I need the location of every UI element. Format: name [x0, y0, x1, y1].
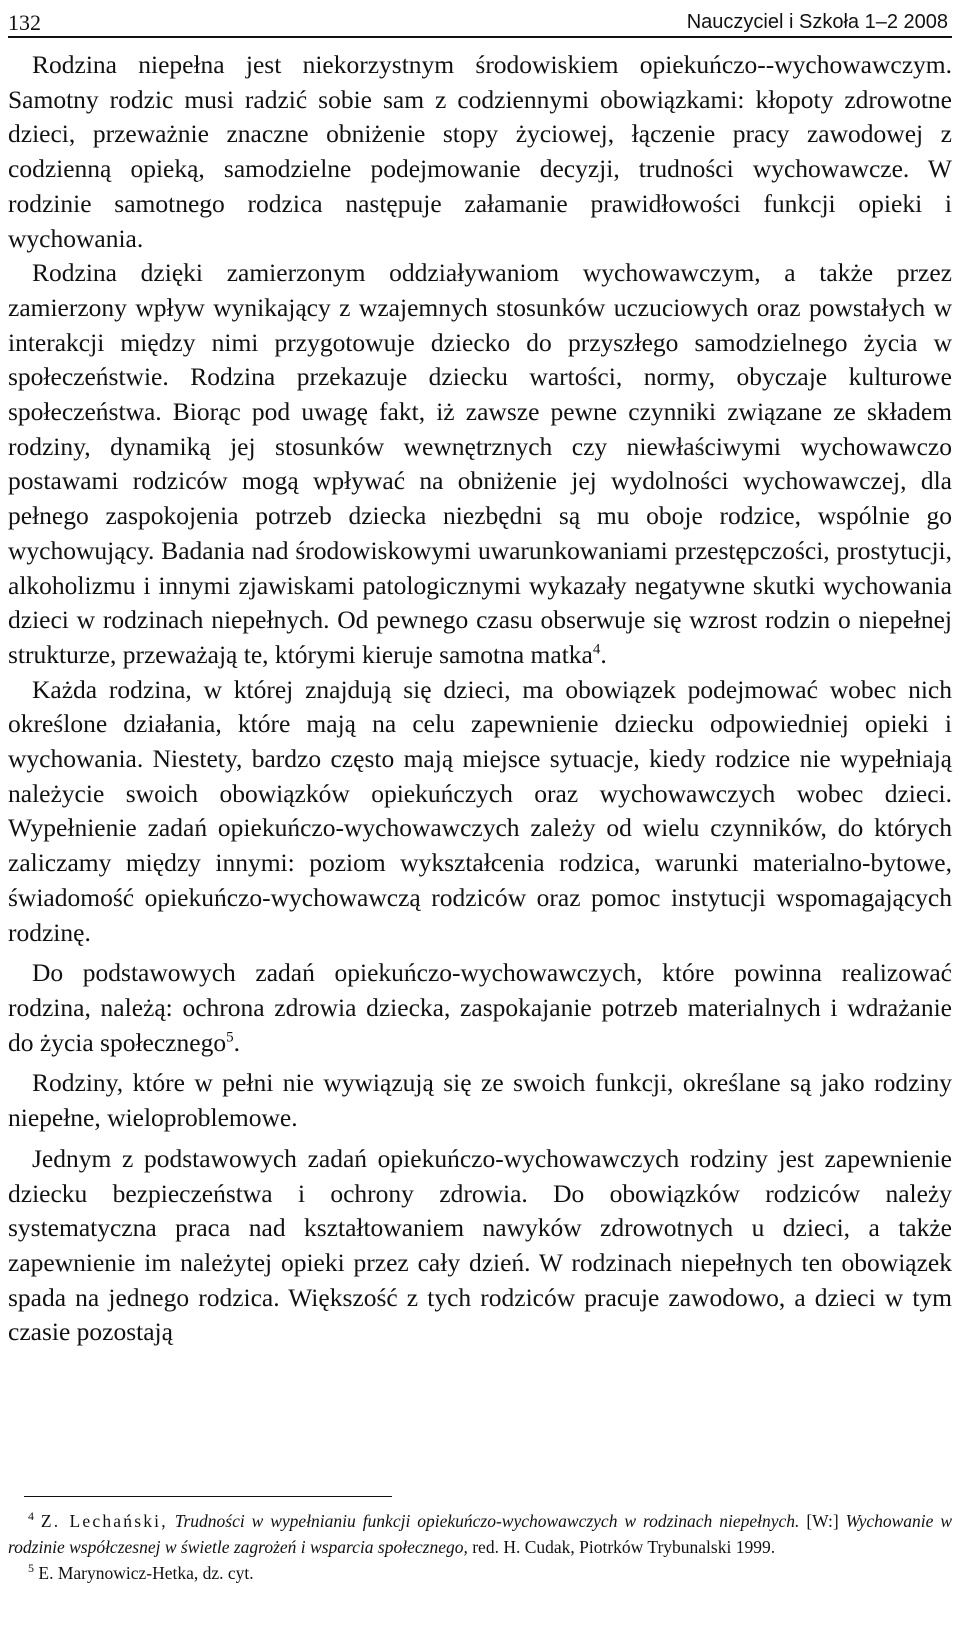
footnote-number: 5 [28, 1561, 34, 1576]
paragraph-text: Rodzina niepełna jest niekorzystnym środowiskiem opiekuńczo--wychowawczym. Samotny rodzic musi radzić sobie sam z codziennymi obowiązkami: kłopoty zdrowotne dzieci, przeważnie znaczne obniżenie stopy życiowej, łączenie pracy zawodowej z codzienną opieką, samodzielne podejmowanie decyzji, trudności wychowawcze. W rodzinie samotnego rodzica następuje załamanie prawidłowości funkcji opieki i wychowania. [8, 50, 952, 253]
paragraph [8, 48, 952, 256]
footnotes [8, 1508, 952, 1586]
footnote-rest: red. H. Cudak, Piotrków Trybunalski 1999. [472, 1537, 776, 1557]
paragraph-text: Rodziny, które w pełni nie wywiązują się ze swoich funkcji, określane są jako rodziny niepełne, wieloproblemowe. [8, 1068, 952, 1133]
paragraph-end: . [600, 639, 607, 669]
footnote-ref: 5 [226, 1029, 234, 1046]
paragraph [8, 1142, 952, 1350]
body-text [8, 48, 952, 1350]
paragraph [8, 673, 952, 951]
header-rule [8, 36, 952, 38]
footnote-5 [8, 1560, 952, 1586]
paragraph-text: Rodzina dzięki zamierzonym oddziaływaniom wychowawczym, a także przez zamierzony wpływ wynikający z wzajemnych stosunków uczuciowych oraz powstałych w interakcji między nimi przygotowuje dziecko do przyszłego samodzielnego życia w społeczeństwie. Rodzina przekazuje dziecku wartości, normy, obyczaje kulturowe społeczeństwa. Biorąc pod uwagę fakt, iż zawsze pewne czynniki związane ze składem rodziny, dynamiką jej stosunków wewnętrznych czy niewłaściwymi wychowawczo postawami rodziców mogą wpływać na obniżenie jej wydolności wychowawczej, dla pełnego zaspokojenia potrzeb dziecka niezbędni są mu oboje rodzice, wspólnie go wychowujący. Badania nad środowiskowymi uwarunkowaniami przestępczości, prostytucji, alkoholizmu i innymi zjawiskami patologicznymi wykazały negatywne skutki wychowania dzieci w rodzinach niepełnych. Od pewnego czasu obserwuje się wzrost rodzin o niepełnej strukturze, przeważają te, którymi kieruje samotna matka [8, 258, 952, 669]
paragraph-text: Każda rodzina, w której znajdują się dzieci, ma obowiązek podejmować wobec nich określone działania, które mają na celu zapewnienie dziecku odpowiedniej opieki i wychowania. Niestety, bardzo często mają miejsce sytuacje, kiedy rodzice nie wypełniają należycie swoich obowiązków opiekuńczych oraz wychowawczych wobec dzieci. Wypełnienie zadań opiekuńczo-wychowawczych zależy od wielu czynników, do których zaliczamy między innymi: poziom wykształcenia rodzica, warunki materialno-bytowe, świadomość opiekuńczo-wychowawczą rodziców oraz pomoc instytucji wspomagających rodzinę. [8, 674, 952, 947]
footnote-text: E. Marynowicz-Hetka, dz. cyt. [38, 1563, 254, 1583]
footnote-book: Wychowanie w rodzinie współczesnej w świetle zagrożeń i wsparcia społecznego, [8, 1511, 953, 1557]
paragraph [8, 956, 952, 1060]
footnote-title: Trudności w wypełnianiu funkcji opiekuńczo-wychowawczych w rodzinach niepełnych. [174, 1511, 800, 1531]
paragraph [8, 256, 952, 672]
journal-title: Nauczyciel i Szkoła 1–2 2008 [686, 11, 948, 33]
footnote-rule [24, 1496, 392, 1497]
paragraph-text: Do podstawowych zadań opiekuńczo-wychowawczych, które powinna realizować rodzina, należą: ochrona zdrowia dziecka, zaspokajanie potrzeb materialnych i wdrażanie do życia społecznego [8, 958, 952, 1057]
running-header [8, 0, 952, 34]
paragraph [8, 1066, 952, 1135]
paragraph-end: . [233, 1027, 240, 1057]
paragraph-text: Jednym z podstawowych zadań opiekuńczo-wychowawczych rodziny jest zapewnienie dziecku bezpieczeństwa i ochrony zdrowia. Do obowiązków rodziców należy systematyczna praca nad kształtowaniem nawyków zdrowotnych u dzieci, a także zapewnienie im należytej opieki przez cały dzień. W rodzinach niepełnych ten obowiązek spada na jednego rodzica. Większość z tych rodziców pracuje zawodowo, a dzieci w tym czasie pozostają [8, 1143, 952, 1347]
footnote-number: 4 [28, 1509, 34, 1524]
footnote-author: Z. Lechański, [40, 1511, 168, 1531]
footnote-4 [8, 1508, 952, 1560]
page-number: 132 [8, 10, 41, 35]
footnote-ref: 4 [592, 641, 601, 658]
footnote-in: [W:] [806, 1511, 839, 1531]
